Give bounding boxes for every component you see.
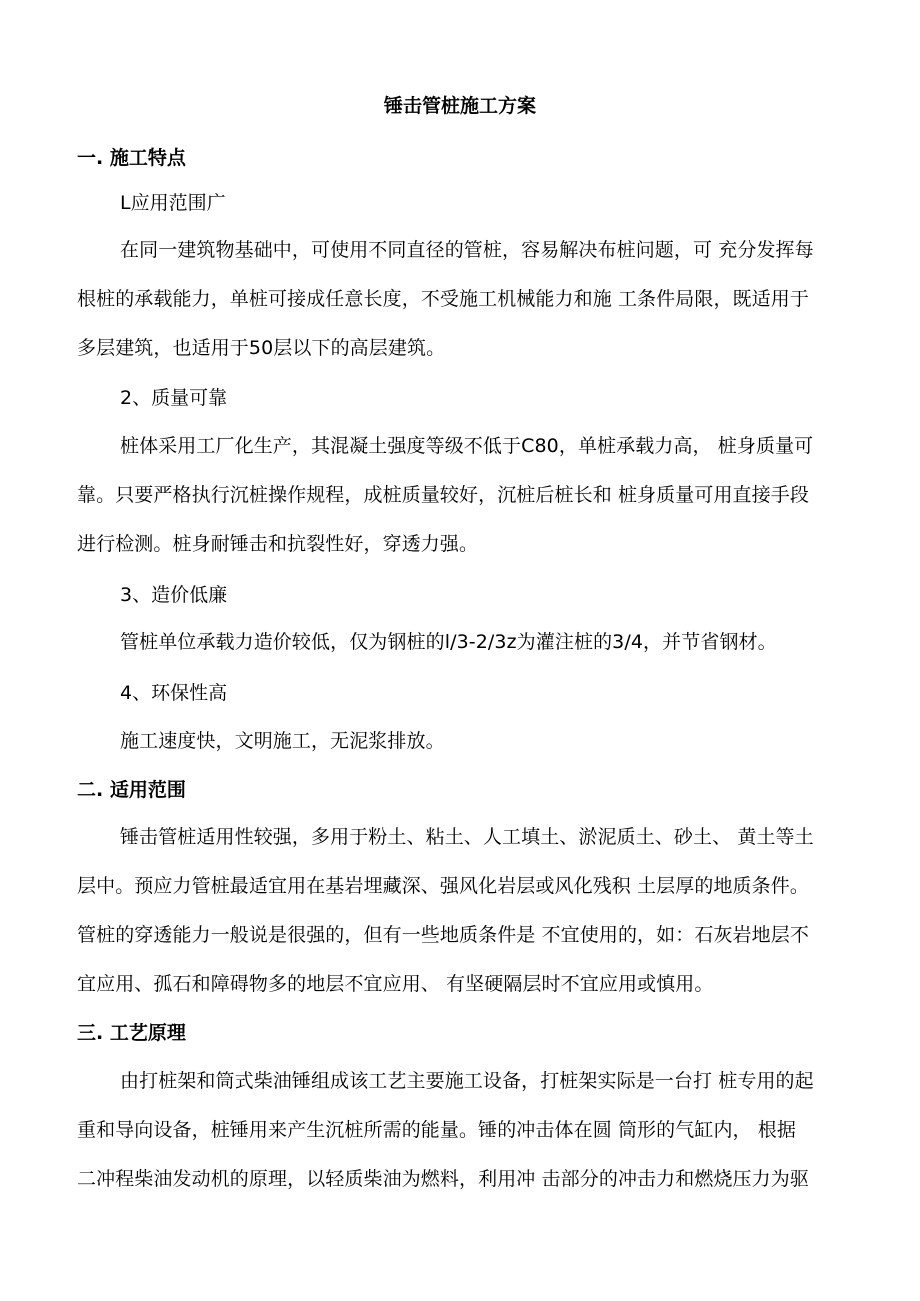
paragraph-scope	[77, 813, 847, 1009]
paragraph-principle	[77, 1057, 847, 1204]
section-heading-scope: 二. 适用范围	[77, 779, 186, 801]
text-line: 宜应用、孤石和障碍物多的地层不宜应用、 有坚硬隔层时不宜应用或慎用。	[77, 973, 714, 995]
text-line: 层中。预应力管桩最适宜用在基岩埋藏深、强风化岩层或风化残积 土层厚的地质条件。	[77, 875, 809, 897]
text-line: 施工速度快，文明施工，无泥浆排放。	[120, 730, 445, 752]
subheading-low-cost: 3、造价低廉	[120, 584, 228, 606]
text-line: 多层建筑，也适用于50层以下的高层建筑。	[77, 337, 446, 359]
text-line: 二冲程柴油发动机的原理，以轻质柴油为燃料，利用冲 击部分的冲击力和燃烧压力为驱	[77, 1168, 809, 1190]
section-heading-principle: 三. 工艺原理	[77, 1022, 186, 1044]
subheading-quality-reliable: 2、质量可靠	[120, 387, 228, 409]
paragraph-wide-application	[77, 226, 847, 373]
text-line: 在同一建筑物基础中，可使用不同直径的管桩，容易解决布桩问题，可 充分发挥每	[120, 239, 814, 261]
paragraph-eco-friendly	[77, 717, 847, 766]
text-line: 管桩单位承载力造价较低，仅为钢桩的l/3-2/3z为灌注桩的3/4，并节省钢材。	[120, 631, 777, 653]
text-line: 由打桩架和筒式柴油锤组成该工艺主要施工设备，打桩架实际是一台打 桩专用的起	[120, 1070, 814, 1092]
subheading-eco-friendly: 4、环保性高	[120, 682, 228, 704]
text-line: 重和导向设备，桩锤用来产生沉桩所需的能量。锤的冲击体在圆 筒形的气缸内， 根据	[77, 1119, 796, 1141]
document-title: 锤击管桩施工方案	[383, 95, 536, 117]
section-heading-features: 一. 施工特点	[77, 147, 186, 169]
subheading-wide-application: L应用范围广	[120, 192, 226, 214]
text-line: 锤击管桩适用性较强，多用于粉土、粘土、人工填土、淤泥质土、砂土、 黄土等土	[120, 826, 814, 848]
paragraph-low-cost	[77, 618, 847, 667]
text-line: 进行检测。桩身耐锤击和抗裂性好，穿透力强。	[77, 533, 479, 555]
paragraph-quality-reliable	[77, 422, 847, 569]
text-line: 根桩的承载能力，单桩可接成任意长度，不受施工机械能力和施 工条件局限，既适用于	[77, 288, 809, 310]
text-line: 靠。只要严格执行沉桩操作规程，成桩质量较好，沉桩后桩长和 桩身质量可用直接手段	[77, 484, 809, 506]
text-line: 桩体采用工厂化生产，其混凝土强度等级不低于C80，单桩承载力高， 桩身质量可	[120, 435, 814, 457]
text-line: 管桩的穿透能力一般说是很强的，但有一些地质条件是 不宜使用的，如：石灰岩地层不	[77, 924, 809, 946]
